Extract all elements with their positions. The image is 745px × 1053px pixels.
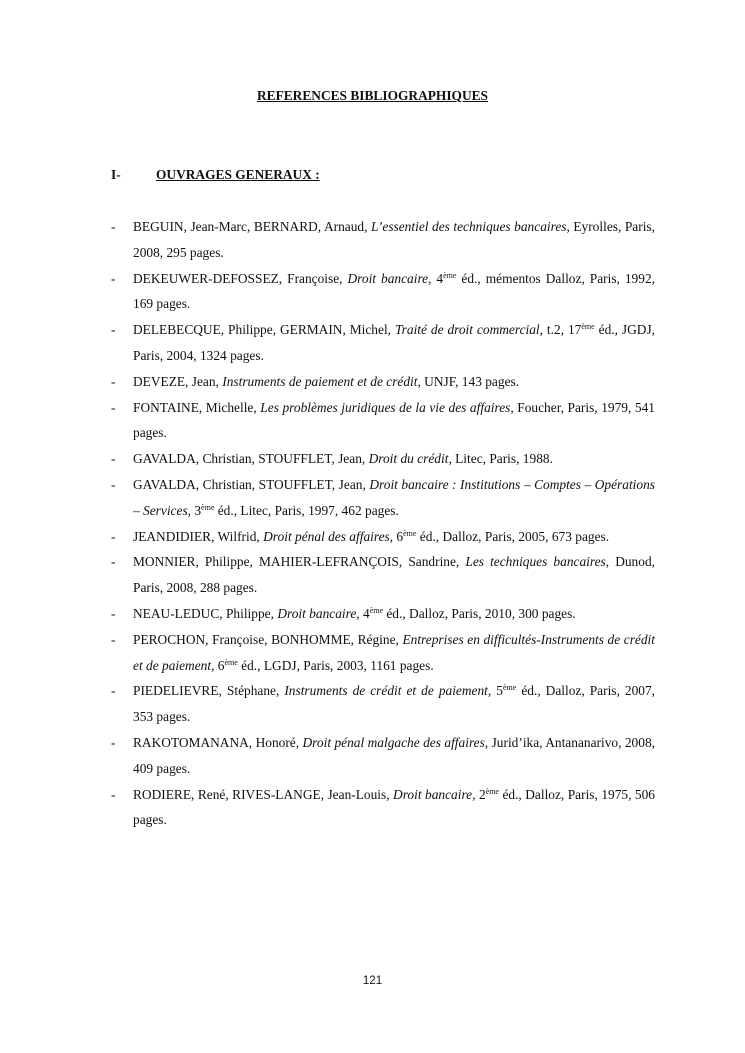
reference-text: DEVEZE, Jean,	[133, 373, 223, 389]
reference-text: MONNIER, Philippe, MAHIER-LEFRANÇOIS, Sandrine,	[133, 554, 466, 570]
list-bullet: -	[111, 270, 116, 286]
reference-text: , t.2, 17	[539, 322, 582, 338]
reference-text: JEANDIDIER, Wilfrid,	[133, 528, 264, 544]
reference-title: Droit bancaire	[277, 605, 357, 621]
reference-text: , Eyrolles, Paris, 2008, 295 pages.	[133, 219, 655, 260]
reference-text: PEROCHON, Françoise, BONHOMME, Régine,	[133, 631, 403, 647]
reference-item	[111, 472, 655, 524]
reference-text: , 5	[487, 683, 503, 699]
reference-text: GAVALDA, Christian, STOUFFLET, Jean,	[133, 476, 370, 492]
reference-title: L’essentiel des techniques bancaires	[370, 219, 567, 234]
reference-title: Instruments de paiement et de crédit	[222, 373, 418, 389]
edition-superscript: ème	[224, 657, 238, 667]
reference-item	[111, 782, 655, 834]
reference-text: , 4	[356, 605, 370, 621]
page-number: 121	[362, 975, 383, 987]
reference-item	[111, 627, 655, 679]
reference-text: BEGUIN, Jean-Marc, BERNARD, Arnaud,	[133, 219, 371, 234]
reference-item	[111, 601, 655, 627]
reference-title: Traité de droit commercial	[394, 322, 540, 338]
section-label: OUVRAGES GENERAUX :	[156, 167, 320, 182]
reference-text: , 4	[428, 270, 444, 286]
reference-item	[111, 524, 655, 550]
reference-text: éd., JGDJ, Paris, 2004, 1324 pages.	[133, 322, 656, 363]
reference-list	[111, 214, 655, 833]
reference-title: Les techniques bancaires	[465, 554, 606, 570]
edition-superscript: ème	[369, 605, 384, 615]
reference-title: Droit du crédit	[368, 451, 449, 467]
section-number: I-	[111, 167, 121, 182]
reference-text: NEAU-LEDUC, Philippe,	[133, 605, 278, 621]
edition-superscript: ème	[502, 683, 517, 693]
reference-item	[111, 549, 655, 601]
reference-text: DELEBECQUE, Philippe, GERMAIN, Michel,	[133, 322, 395, 338]
reference-text: , UNJF, 143 pages.	[417, 373, 520, 389]
edition-superscript: ème	[201, 502, 215, 512]
list-bullet: -	[111, 399, 116, 415]
reference-text: GAVALDA, Christian, STOUFFLET, Jean,	[133, 451, 369, 467]
reference-text: , 6	[389, 528, 404, 544]
list-bullet: -	[111, 631, 116, 647]
reference-text: , Jurid’ika, Antananarivo, 2008, 409 pages.	[133, 734, 655, 776]
list-bullet: -	[111, 734, 116, 750]
reference-text: éd., Dalloz, Paris, 1975, 506 pages.	[133, 786, 656, 828]
reference-title: Instruments de crédit et de paiement	[284, 683, 488, 699]
reference-title: Droit pénal des affaires	[263, 528, 390, 544]
list-bullet: -	[111, 451, 116, 467]
edition-superscript: ème	[443, 270, 457, 280]
reference-item	[111, 317, 655, 369]
list-bullet: -	[111, 373, 116, 389]
list-bullet: -	[111, 476, 116, 492]
list-bullet: -	[111, 528, 116, 544]
reference-text: , Foucher, Paris, 1979, 541 pages.	[133, 399, 655, 441]
edition-superscript: ème	[403, 528, 417, 538]
reference-text: FONTAINE, Michelle,	[133, 399, 261, 415]
reference-text: , Dunod, Paris, 2008, 288 pages.	[133, 554, 655, 596]
reference-item	[111, 395, 655, 447]
reference-text: , 3	[187, 502, 202, 518]
section-heading	[111, 167, 320, 183]
reference-item	[111, 214, 655, 266]
reference-item	[111, 266, 655, 318]
reference-text: PIEDELIEVRE, Stéphane,	[133, 683, 285, 699]
reference-text: , Litec, Paris, 1988.	[448, 451, 553, 467]
edition-superscript: ème	[581, 322, 595, 332]
reference-title: Droit bancaire : Institutions – Comptes – Opérations – Services	[133, 476, 655, 518]
reference-text: éd., Dalloz, Paris, 2007, 353 pages.	[133, 683, 656, 725]
list-bullet: -	[111, 786, 116, 802]
edition-superscript: ème	[485, 786, 499, 796]
reference-item	[111, 446, 655, 472]
reference-text: éd., mémentos Dalloz, Paris, 1992, 169 pages.	[133, 270, 655, 312]
reference-text: éd., Dalloz, Paris, 2010, 300 pages.	[383, 605, 576, 621]
reference-item	[111, 730, 655, 782]
reference-text: éd., Litec, Paris, 1997, 462 pages.	[214, 502, 399, 518]
reference-item	[111, 678, 655, 730]
reference-text: , 2	[472, 786, 486, 802]
reference-text: éd., Dalloz, Paris, 2005, 673 pages.	[416, 528, 610, 544]
reference-text: DEKEUWER-DEFOSSEZ, Françoise,	[133, 270, 348, 286]
reference-title: Droit bancaire	[393, 786, 473, 802]
reference-text: RODIERE, René, RIVES-LANGE, Jean-Louis,	[133, 786, 394, 802]
reference-title: Droit bancaire	[347, 270, 429, 286]
list-bullet: -	[111, 219, 116, 234]
reference-title: Les problèmes juridiques de la vie des affaires	[260, 399, 511, 415]
list-bullet: -	[111, 605, 116, 621]
reference-text: RAKOTOMANANA, Honoré,	[133, 734, 303, 750]
reference-text: 6	[214, 657, 225, 673]
list-bullet: -	[111, 322, 116, 338]
reference-title: Entreprises en difficultés-Instruments de crédit et de paiement,	[133, 631, 656, 673]
page-title: REFERENCES BIBLIOGRAPHIQUES	[256, 88, 489, 103]
list-bullet: -	[111, 683, 116, 699]
reference-item	[111, 369, 655, 395]
reference-text: éd., LGDJ, Paris, 2003, 1161 pages.	[237, 657, 434, 673]
list-bullet: -	[111, 554, 116, 570]
reference-title: Droit pénal malgache des affaires	[302, 734, 485, 750]
